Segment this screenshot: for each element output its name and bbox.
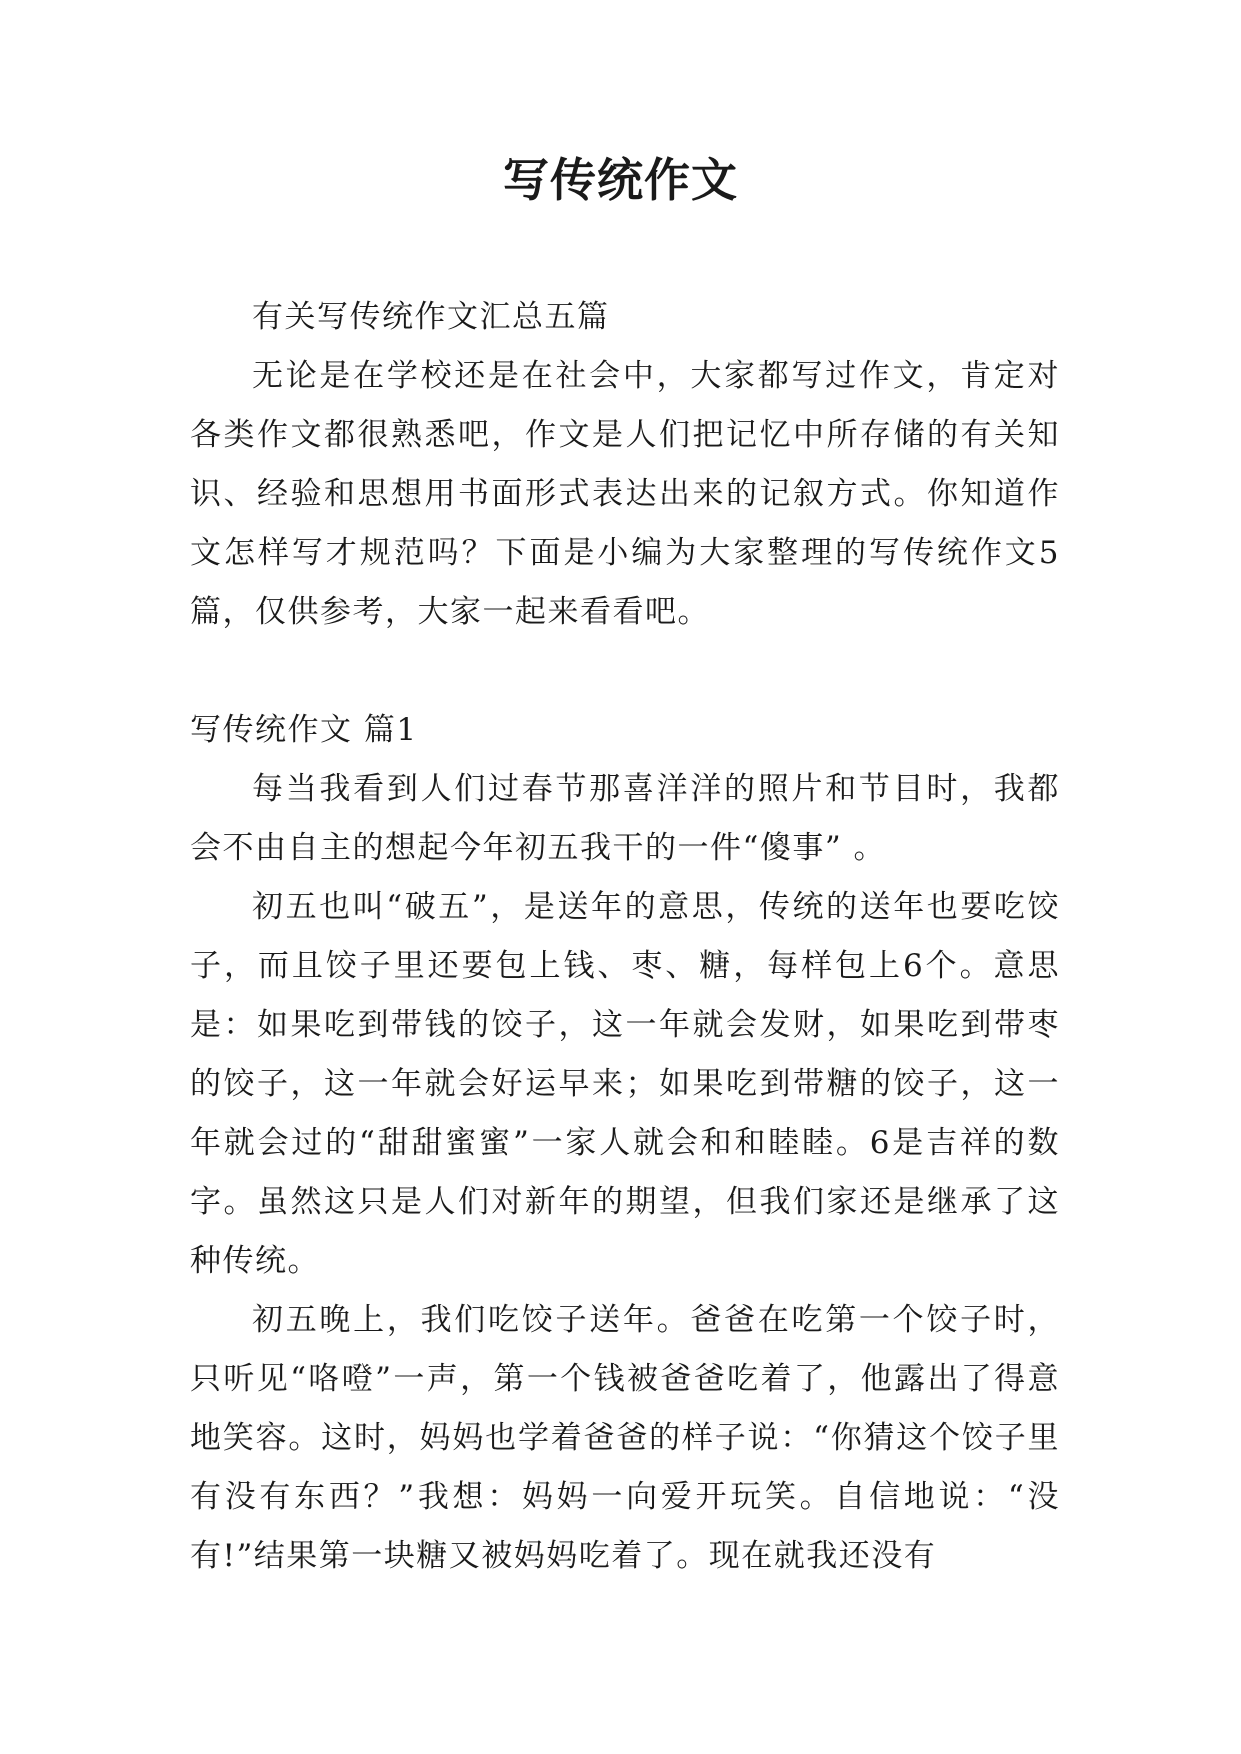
essay-paragraph-3: 初五晚上，我们吃饺子送年。爸爸在吃第一个饺子时，只听见“咯噔”一声，第一个钱被爸爸吃着了，他露出了得意地笑容。这时，妈妈也学着爸爸的样子说：“你猜这个饺子里有没有东西？”我想：妈妈一向爱开玩笑。自信地说：“没有!”结果第一块糖又被妈妈吃着了。现在就我还没有 [190,1302,1060,1574]
document-body [190,288,1060,1586]
section-heading: 写传统作文 篇1 [190,712,418,748]
intro-subtitle: 有关写传统作文汇总五篇 [252,299,610,335]
section-spacer [190,642,1060,701]
intro-paragraph: 无论是在学校还是在社会中，大家都写过作文，肯定对各类作文都很熟悉吧，作文是人们把记忆中所存储的有关知识、经验和思想用书面形式表达出来的记叙方式。你知道作文怎样写才规范吗？下面是小编为大家整理的写传统作文5篇，仅供参考，大家一起来看看吧。 [190,358,1060,630]
essay-paragraph-1: 每当我看到人们过春节那喜洋洋的照片和节目时，我都会不由自主的想起今年初五我干的一件“傻事” 。 [190,771,1060,866]
essay-paragraph-2: 初五也叫“破五”，是送年的意思，传统的送年也要吃饺子，而且饺子里还要包上钱、枣、糖，每样包上6个。意思是：如果吃到带钱的饺子，这一年就会发财，如果吃到带枣的饺子，这一年就会好运早来；如果吃到带糖的饺子，这一年就会过的“甜甜蜜蜜”一家人就会和和睦睦。6是吉祥的数字。虽然这只是人们对新年的期望，但我们家还是继承了这种传统。 [190,889,1060,1279]
document-title: 写传统作文 [503,153,738,207]
